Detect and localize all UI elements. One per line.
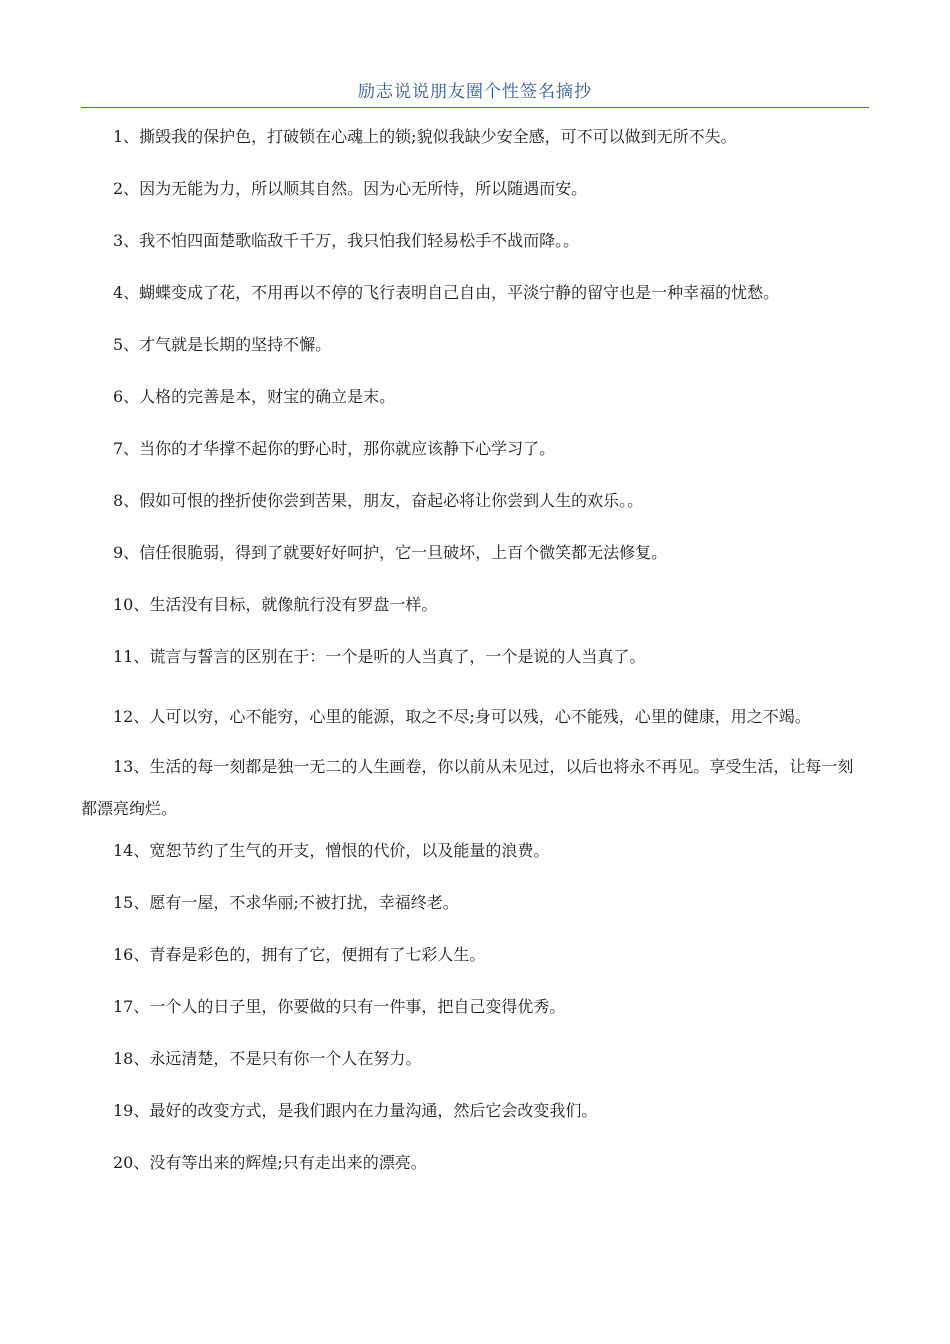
list-item: 13、生活的每一刻都是独一无二的人生画卷，你以前从未见过，以后也将永不再见。享受生活，让每一刻都漂亮绚烂。 bbox=[81, 757, 854, 818]
list-item: 12、人可以穷，心不能穷，心里的能源，取之不尽;身可以残，心不能残，心里的健康，用之不竭。 bbox=[113, 707, 811, 726]
list-item: 8、假如可恨的挫折使你尝到苦果，朋友，奋起必将让你尝到人生的欢乐。。 bbox=[113, 491, 644, 510]
header-divider bbox=[81, 107, 869, 108]
list-item: 15、愿有一屋，不求华丽;不被打扰，幸福终老。 bbox=[113, 893, 459, 912]
list-item: 6、人格的完善是本，财宝的确立是末。 bbox=[113, 387, 396, 406]
page-title: 励志说说朋友圈个性签名摘抄 bbox=[358, 82, 592, 102]
list-item: 9、信任很脆弱，得到了就要好好呵护，它一旦破坏，上百个微笑都无法修复。 bbox=[113, 543, 668, 562]
list-item: 10、生活没有目标，就像航行没有罗盘一样。 bbox=[113, 595, 438, 614]
list-item: 20、没有等出来的辉煌;只有走出来的漂亮。 bbox=[113, 1153, 427, 1172]
list-item: 1、撕毁我的保护色，打破锁在心魂上的锁;貌似我缺少安全感，可不可以做到无所不失。 bbox=[113, 127, 737, 146]
quote-list bbox=[81, 124, 869, 1202]
list-item: 14、宽恕节约了生气的开支，憎恨的代价，以及能量的浪费。 bbox=[113, 841, 550, 860]
list-item: 2、因为无能为力，所以顺其自然。因为心无所恃，所以随遇而安。 bbox=[113, 179, 588, 198]
document-header bbox=[81, 80, 869, 104]
list-item: 7、当你的才华撑不起你的野心时，那你就应该静下心学习了。 bbox=[113, 439, 556, 458]
list-item: 4、蝴蝶变成了花，不用再以不停的飞行表明自己自由，平淡宁静的留守也是一种幸福的忧愁。 bbox=[113, 283, 780, 302]
list-item: 11、谎言与誓言的区别在于：一个是听的人当真了，一个是说的人当真了。 bbox=[113, 647, 646, 666]
list-item: 17、一个人的日子里，你要做的只有一件事，把自己变得优秀。 bbox=[113, 997, 566, 1016]
list-item: 16、青春是彩色的，拥有了它，便拥有了七彩人生。 bbox=[113, 945, 486, 964]
list-item: 18、永远清楚，不是只有你一个人在努力。 bbox=[113, 1049, 422, 1068]
list-item: 5、才气就是长期的坚持不懈。 bbox=[113, 335, 332, 354]
list-item: 3、我不怕四面楚歌临敌千千万，我只怕我们轻易松手不战而降。。 bbox=[113, 231, 580, 250]
list-item: 19、最好的改变方式，是我们跟内在力量沟通，然后它会改变我们。 bbox=[113, 1101, 598, 1120]
